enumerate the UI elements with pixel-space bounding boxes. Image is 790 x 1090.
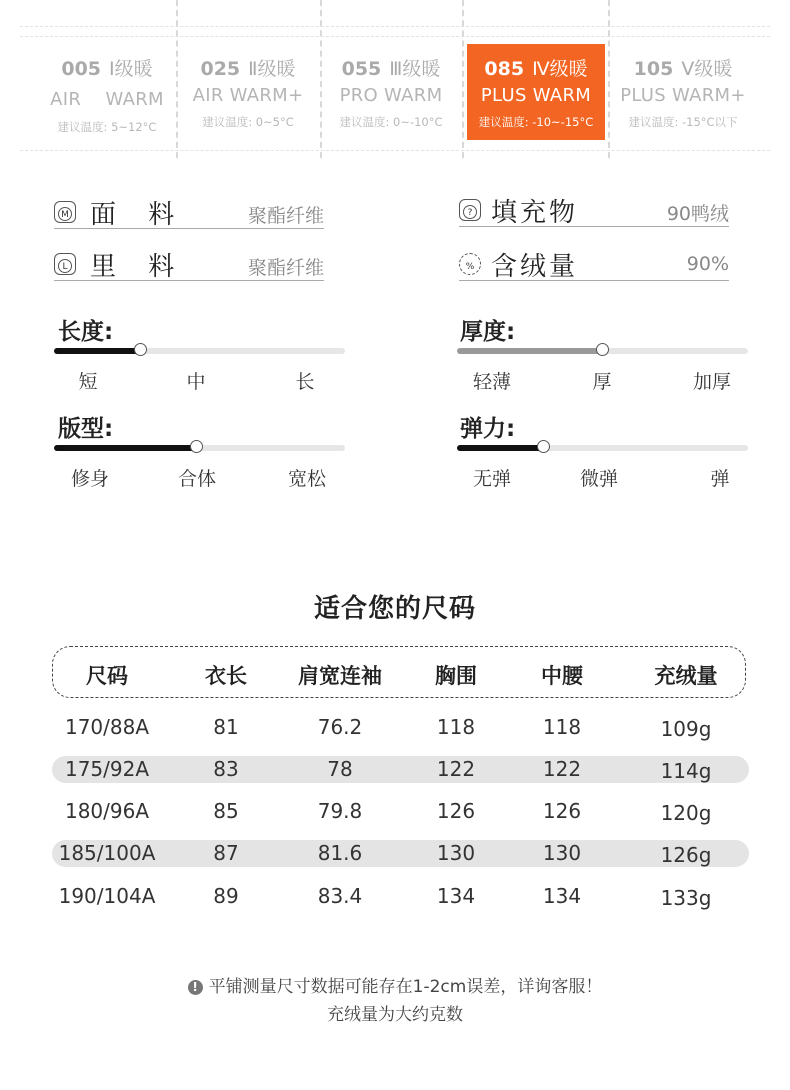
table-cell: 120g bbox=[660, 801, 712, 825]
slider-option: 修身 bbox=[70, 468, 110, 490]
percent-dial-icon: % bbox=[459, 253, 481, 275]
table-row-stripe bbox=[52, 756, 749, 783]
level-temp: 建议温度: -10~-15°C bbox=[478, 115, 594, 129]
material-label: 面 料 bbox=[90, 200, 187, 230]
slider-option: 弹 bbox=[710, 468, 730, 490]
slider-option: 宽松 bbox=[287, 468, 327, 490]
material-label: 填充物 bbox=[491, 198, 579, 228]
slider-option: 微弹 bbox=[579, 468, 619, 490]
level-separator bbox=[462, 0, 464, 158]
level-separator bbox=[608, 0, 610, 158]
question-badge-icon: ? bbox=[459, 199, 481, 221]
table-cell: 87 bbox=[213, 841, 239, 865]
slider-knob[interactable] bbox=[134, 343, 147, 356]
slider-option: 短 bbox=[78, 371, 98, 393]
slider-title-fit: 版型: bbox=[58, 416, 114, 442]
material-label: 里 料 bbox=[90, 252, 187, 282]
table-cell: 134 bbox=[436, 884, 476, 908]
size-table-title: 适合您的尺码 bbox=[313, 594, 476, 624]
slider-option: 中 bbox=[186, 371, 206, 393]
table-cell: 126g bbox=[660, 843, 712, 867]
table-cell: 78 bbox=[327, 757, 353, 781]
table-cell: 114g bbox=[660, 759, 712, 783]
level-sub: PLUS WARM bbox=[480, 85, 592, 106]
table-cell: 83.4 bbox=[317, 884, 363, 908]
level-temp: 建议温度: 0~5°C bbox=[202, 115, 294, 129]
table-header-cell: 尺码 bbox=[86, 664, 128, 688]
measurement-note: ! 平铺测量尺寸数据可能存在1-2cm误差，详询客服！ bbox=[0, 972, 790, 997]
level-temp: 建议温度: 0~-10°C bbox=[339, 115, 443, 129]
table-cell: 122 bbox=[436, 757, 476, 781]
level-name: 005 Ⅰ级暖 bbox=[61, 58, 153, 80]
slider-knob[interactable] bbox=[190, 440, 203, 453]
slider-track-fit bbox=[54, 445, 345, 451]
table-cell: 76.2 bbox=[317, 715, 363, 739]
table-cell: 83 bbox=[213, 757, 239, 781]
m-badge-icon: M bbox=[54, 201, 76, 223]
decorative-dashed-line bbox=[20, 26, 770, 27]
material-value: 聚酯纤维 bbox=[247, 257, 324, 279]
table-cell: 190/104A bbox=[58, 884, 156, 908]
level-105[interactable] bbox=[614, 44, 752, 140]
table-header-cell: 肩宽连袖 bbox=[298, 664, 382, 688]
slider-option: 长 bbox=[295, 371, 315, 393]
table-cell: 79.8 bbox=[317, 799, 363, 823]
table-header-cell: 胸围 bbox=[435, 664, 477, 688]
material-down-content bbox=[459, 250, 729, 281]
level-sub: PRO WARM bbox=[339, 85, 443, 106]
slider-title-length: 长度: bbox=[58, 319, 114, 345]
material-value: 90% bbox=[686, 253, 729, 275]
material-filling bbox=[459, 196, 729, 227]
table-cell: 85 bbox=[213, 799, 239, 823]
table-cell: 185/100A bbox=[58, 841, 156, 865]
slider-option: 无弹 bbox=[472, 468, 512, 490]
table-cell: 126 bbox=[436, 799, 476, 823]
table-cell: 130 bbox=[542, 841, 582, 865]
level-name: 025 Ⅱ级暖 bbox=[200, 58, 296, 80]
table-cell: 89 bbox=[213, 884, 239, 908]
level-sub: PLUS WARM+ bbox=[620, 85, 746, 106]
level-sub: AIR WARM+ bbox=[192, 85, 304, 106]
level-name: 105 Ⅴ级暖 bbox=[633, 58, 733, 80]
material-lining bbox=[54, 250, 324, 281]
table-cell: 175/92A bbox=[64, 757, 150, 781]
table-header-cell: 衣长 bbox=[205, 664, 247, 688]
slider-fill bbox=[54, 348, 141, 354]
level-name: 055 Ⅲ级暖 bbox=[341, 58, 441, 80]
level-005[interactable] bbox=[38, 44, 176, 140]
slider-option: 加厚 bbox=[692, 371, 732, 393]
material-value: 聚酯纤维 bbox=[247, 205, 324, 227]
level-temp: 建议温度: 5~12°C bbox=[57, 120, 157, 134]
exclamation-circle-icon: ! bbox=[188, 980, 203, 995]
material-label: 含绒量 bbox=[491, 252, 579, 282]
slider-option: 轻薄 bbox=[472, 371, 512, 393]
slider-knob[interactable] bbox=[537, 440, 550, 453]
table-cell: 118 bbox=[542, 715, 582, 739]
table-cell: 81 bbox=[213, 715, 239, 739]
slider-title-thickness: 厚度: bbox=[460, 319, 516, 345]
down-weight-note: 充绒量为大约克数 bbox=[327, 1005, 463, 1025]
table-cell: 122 bbox=[542, 757, 582, 781]
slider-track-length bbox=[54, 348, 345, 354]
level-sub: AIR WARM bbox=[50, 89, 164, 110]
slider-knob[interactable] bbox=[596, 343, 609, 356]
table-cell: 170/88A bbox=[64, 715, 150, 739]
level-temp: 建议温度: -15°C以下 bbox=[628, 115, 738, 129]
decorative-dashed-line bbox=[20, 150, 770, 151]
level-085-active[interactable] bbox=[467, 44, 605, 140]
slider-option: 合体 bbox=[177, 468, 217, 490]
slider-title-elasticity: 弹力: bbox=[460, 416, 516, 442]
table-cell: 126 bbox=[542, 799, 582, 823]
slider-track-elasticity bbox=[457, 445, 748, 451]
table-cell: 118 bbox=[436, 715, 476, 739]
slider-fill bbox=[457, 445, 544, 451]
level-055[interactable] bbox=[322, 44, 460, 140]
slider-track-thickness bbox=[457, 348, 748, 354]
table-header-cell: 充绒量 bbox=[654, 664, 718, 688]
slider-fill bbox=[457, 348, 603, 354]
table-cell: 134 bbox=[542, 884, 582, 908]
table-header-frame bbox=[52, 646, 746, 698]
slider-option: 厚 bbox=[592, 371, 612, 393]
table-header-cell: 中腰 bbox=[541, 664, 583, 688]
table-cell: 109g bbox=[660, 717, 712, 741]
table-cell: 133g bbox=[660, 886, 712, 910]
decorative-dashed-line bbox=[20, 36, 770, 37]
l-badge-icon: L bbox=[54, 253, 76, 275]
level-separator bbox=[176, 0, 178, 158]
slider-fill bbox=[54, 445, 197, 451]
table-cell: 180/96A bbox=[64, 799, 150, 823]
table-cell: 130 bbox=[436, 841, 476, 865]
level-name: 085 Ⅳ级暖 bbox=[484, 58, 588, 80]
material-value: 90鸭绒 bbox=[666, 203, 729, 225]
table-row-stripe bbox=[52, 840, 749, 867]
table-cell: 81.6 bbox=[317, 841, 363, 865]
level-025[interactable] bbox=[179, 44, 317, 140]
material-fabric bbox=[54, 198, 324, 229]
